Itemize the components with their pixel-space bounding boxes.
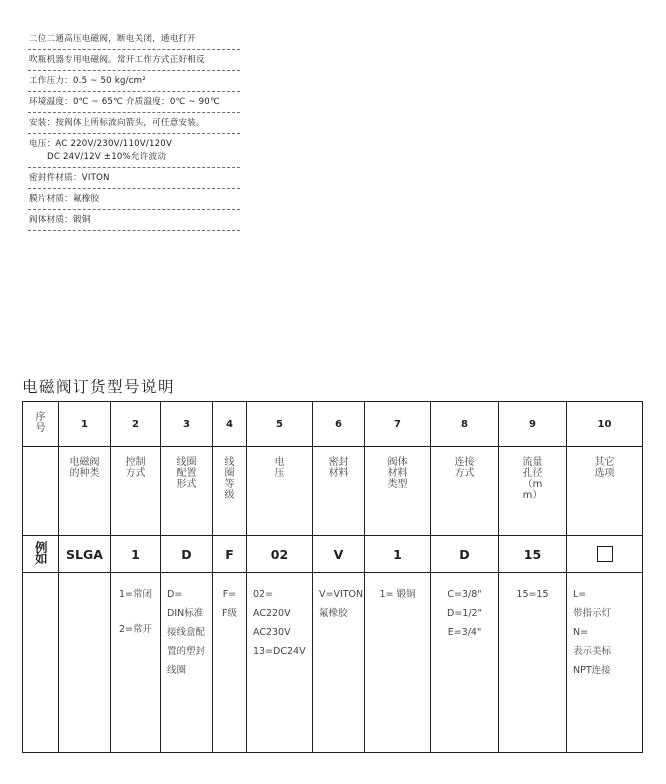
spec-text: 密封件材质：VITON: [29, 173, 110, 183]
option-text: 线圈: [167, 665, 187, 676]
spec-diaphragm-material: [28, 192, 240, 210]
spec-temperature: [28, 95, 240, 113]
checkbox-icon[interactable]: [597, 546, 613, 562]
example-cell: 15: [499, 536, 567, 573]
example-cell: F: [213, 536, 247, 573]
row-label-sequence: 序号: [23, 402, 59, 447]
desc-cell: 其它选项: [567, 447, 643, 536]
example-cell: V: [313, 536, 365, 573]
options-row: [23, 573, 643, 753]
option-text: 1=常闭: [118, 589, 152, 600]
header-cell: 6: [313, 402, 365, 447]
option-cell-orifice: [499, 573, 567, 753]
spec-text: 电压：AC 220V/230V/110V/120V: [29, 139, 173, 149]
option-text: C=3/8": [447, 589, 482, 600]
option-text: F级: [222, 608, 237, 619]
header-row: [23, 402, 643, 447]
option-cell-seal: [313, 573, 365, 753]
spec-installation: [28, 116, 240, 134]
option-text: 02=: [253, 589, 274, 600]
example-cell: 1: [111, 536, 161, 573]
spec-voltage: [28, 137, 240, 168]
header-cell: 7: [365, 402, 431, 447]
option-cell-connection: [431, 573, 499, 753]
spec-text: 阀体材质：锻铜: [29, 215, 91, 225]
desc-cell: 电磁阀的种类: [59, 447, 111, 536]
option-cell-other: [567, 573, 643, 753]
option-text: L=: [573, 589, 587, 600]
option-text: D=: [167, 589, 183, 600]
desc-cell: 控制方式: [111, 447, 161, 536]
example-cell: D: [431, 536, 499, 573]
header-cell: 8: [431, 402, 499, 447]
empty-cell: [23, 573, 59, 753]
order-code-table: [22, 401, 643, 753]
option-text: AC220V: [253, 608, 291, 619]
option-text: AC230V: [253, 627, 291, 638]
desc-cell: 电压: [247, 447, 313, 536]
example-cell: [567, 536, 643, 573]
desc-cell: 阀体材料类型: [365, 447, 431, 536]
header-cell: 2: [111, 402, 161, 447]
spec-text: 工作压力：0.5 ~ 50 kg/cm²: [29, 76, 146, 86]
example-cell: 02: [247, 536, 313, 573]
desc-cell: 连接方式: [431, 447, 499, 536]
page-title: 电磁阀订货型号说明: [22, 378, 176, 396]
desc-cell: 线圈等级: [213, 447, 247, 536]
spec-list: [28, 32, 240, 234]
option-text: N=: [573, 627, 589, 638]
example-cell: SLGA: [59, 536, 111, 573]
option-text: 置的塑封: [167, 646, 206, 657]
desc-cell: 线圈配置形式: [161, 447, 213, 536]
header-cell: 9: [499, 402, 567, 447]
option-text: E=3/4": [447, 627, 482, 638]
option-text: D=1/2": [447, 608, 482, 619]
empty-cell: [23, 447, 59, 536]
option-text: 1= 锻铜: [379, 589, 416, 600]
option-cell-coil: [161, 573, 213, 753]
empty-cell: [59, 573, 111, 753]
header-cell: 3: [161, 402, 213, 447]
row-label-example: 例如: [23, 536, 59, 573]
description-row: [23, 447, 643, 536]
option-cell-body: [365, 573, 431, 753]
header-cell: 5: [247, 402, 313, 447]
option-text: V=VITON: [319, 589, 364, 600]
desc-cell: 流量孔径（mm）: [499, 447, 567, 536]
option-text: NPT连接: [573, 665, 611, 676]
option-text: 15=15: [516, 589, 549, 600]
option-text: F=: [222, 589, 237, 600]
spec-text: 二位二通高压电磁阀，断电关闭，通电打开: [29, 34, 197, 44]
option-text: 带指示灯: [573, 608, 612, 619]
option-text: 氟橡胶: [319, 608, 348, 619]
spec-function: [28, 32, 240, 50]
spec-text: 膜片材质：氟橡胶: [29, 194, 100, 204]
option-cell-grade: [213, 573, 247, 753]
spec-seal-material: [28, 171, 240, 189]
option-text: 13=DC24V: [253, 646, 306, 657]
option-cell-control: [111, 573, 161, 753]
option-text: 表示美标: [573, 646, 612, 657]
spec-body-material: [28, 213, 240, 231]
example-cell: 1: [365, 536, 431, 573]
spec-application: [28, 53, 240, 71]
header-cell: 1: [59, 402, 111, 447]
spec-text: 吹瓶机器专用电磁阀。常开工作方式正好相反: [29, 55, 205, 65]
option-text: 接线盒配: [167, 627, 206, 638]
option-text: 2=常开: [118, 624, 152, 635]
spec-text: 安装：按阀体上所标流向箭头，可任意安装。: [29, 118, 205, 128]
header-cell: 10: [567, 402, 643, 447]
desc-cell: 密封材料: [313, 447, 365, 536]
spec-text-line2: DC 24V/12V ±10%允许波动: [47, 152, 167, 162]
example-row: [23, 536, 643, 573]
header-cell: 4: [213, 402, 247, 447]
option-cell-voltage: [247, 573, 313, 753]
example-cell: D: [161, 536, 213, 573]
spec-pressure: [28, 74, 240, 92]
option-text: DIN标准: [167, 608, 204, 619]
spec-text: 环境温度：0℃ ~ 65℃ 介质温度：0℃ ~ 90℃: [29, 97, 220, 107]
